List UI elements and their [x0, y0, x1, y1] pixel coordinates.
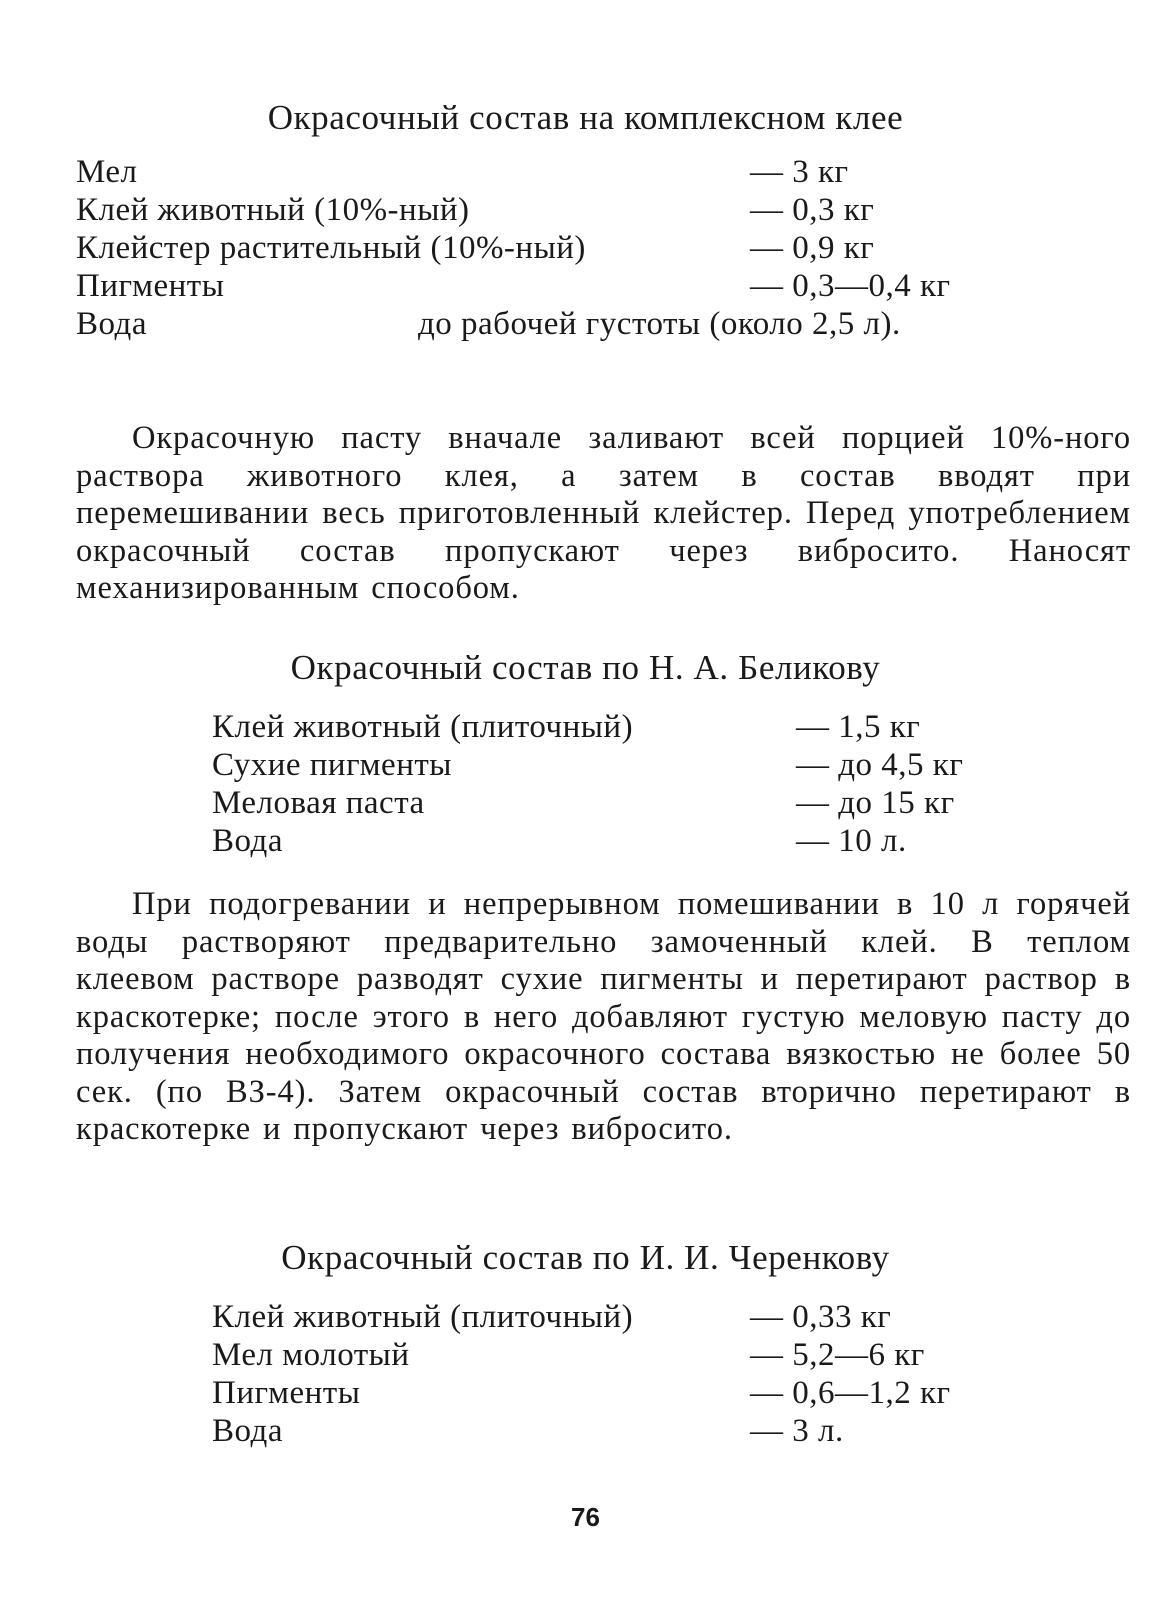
instructions-paragraph-2: [76, 886, 1131, 1149]
ingredient-name: Пигменты: [76, 268, 225, 304]
recipe-row: [76, 305, 1076, 343]
instructions-paragraph-1: [76, 420, 1131, 608]
recipe-row: [212, 1374, 1012, 1412]
ingredient-quantity: — 10 л.: [796, 823, 907, 859]
ingredient-quantity: — 0,9 кг: [750, 230, 875, 266]
recipe-row: [76, 229, 1076, 267]
recipe-row: [212, 708, 1052, 746]
paragraph-text: Окрасочную пасту вначале заливают всей порцией 10%-ного раствора животного клея, а затем в состав вводят при перемешивании весь приготовленный клейстер. Перед употреблением окрасочный состав пропускают через вибросито. Наносят механизированным способом.: [76, 420, 1131, 606]
ingredient-name: Мел: [76, 154, 138, 190]
ingredient-name: Меловая паста: [212, 785, 425, 821]
ingredient-name: Пигменты: [212, 1375, 361, 1411]
recipe-row: [76, 191, 1076, 229]
ingredient-quantity: — 0,3 кг: [750, 192, 875, 228]
ingredient-name: Клейстер растительный (10%-ный): [76, 230, 586, 266]
recipe-table-cherenkov: [212, 1298, 1012, 1450]
ingredient-quantity: — 0,33 кг: [750, 1299, 892, 1335]
recipe-row: [212, 1336, 1012, 1374]
recipe-title-cherenkov: Окрасочный состав по И. И. Черенкову: [281, 1238, 890, 1277]
ingredient-quantity: — до 4,5 кг: [796, 747, 964, 783]
ingredient-name: Клей животный (плиточный): [212, 709, 634, 745]
recipe-table-belikov: [212, 708, 1052, 860]
ingredient-name: Клей животный (10%-ный): [76, 192, 470, 228]
ingredient-quantity: — 1,5 кг: [796, 709, 921, 745]
ingredient-quantity: — 5,2—6 кг: [750, 1337, 925, 1373]
ingredient-quantity: до рабочей густоты (около 2,5 л).: [418, 306, 901, 342]
recipe-row: [212, 1298, 1012, 1336]
recipe-row: [212, 784, 1052, 822]
ingredient-quantity: — 3 л.: [750, 1413, 844, 1449]
recipe-row: [212, 822, 1052, 860]
recipe-row: [212, 746, 1052, 784]
recipe-row: [76, 153, 1076, 191]
recipe-row: [76, 267, 1076, 305]
ingredient-quantity: — 0,6—1,2 кг: [750, 1375, 951, 1411]
ingredient-name: Вода: [212, 1413, 283, 1449]
ingredient-name: Вода: [212, 823, 283, 859]
recipe-row: [212, 1412, 1012, 1450]
ingredient-quantity: — 3 кг: [750, 154, 849, 190]
recipe-title-complex-glue: Окрасочный состав на комплексном клее: [267, 98, 904, 137]
ingredient-name: Клей животный (плиточный): [212, 1299, 634, 1335]
ingredient-name: Мел молотый: [212, 1337, 410, 1373]
ingredient-quantity: — до 15 кг: [796, 785, 955, 821]
ingredient-quantity: — 0,3—0,4 кг: [750, 268, 951, 304]
paragraph-text: При подогревании и непрерывном помешивании в 10 л горячей воды растворяют предварительно замоченный клей. В теплом клеевом растворе разводят сухие пигменты и перетирают раствор в краскотерке; после этого в него добавляют густую меловую пасту до получения необходимого окрасочного состава вязкостью не более 50 сек. (по ВЗ-4). Затем окрасочный состав вторично перетирают в краскотерке и пропускают через вибросито.: [76, 886, 1131, 1147]
recipe-table-complex-glue: [76, 153, 1076, 343]
page-number: 76: [571, 1502, 600, 1532]
recipe-title-belikov: Окрасочный состав по Н. А. Беликову: [290, 648, 881, 687]
ingredient-name: Сухие пигменты: [212, 747, 452, 783]
ingredient-name: Вода: [76, 306, 147, 342]
